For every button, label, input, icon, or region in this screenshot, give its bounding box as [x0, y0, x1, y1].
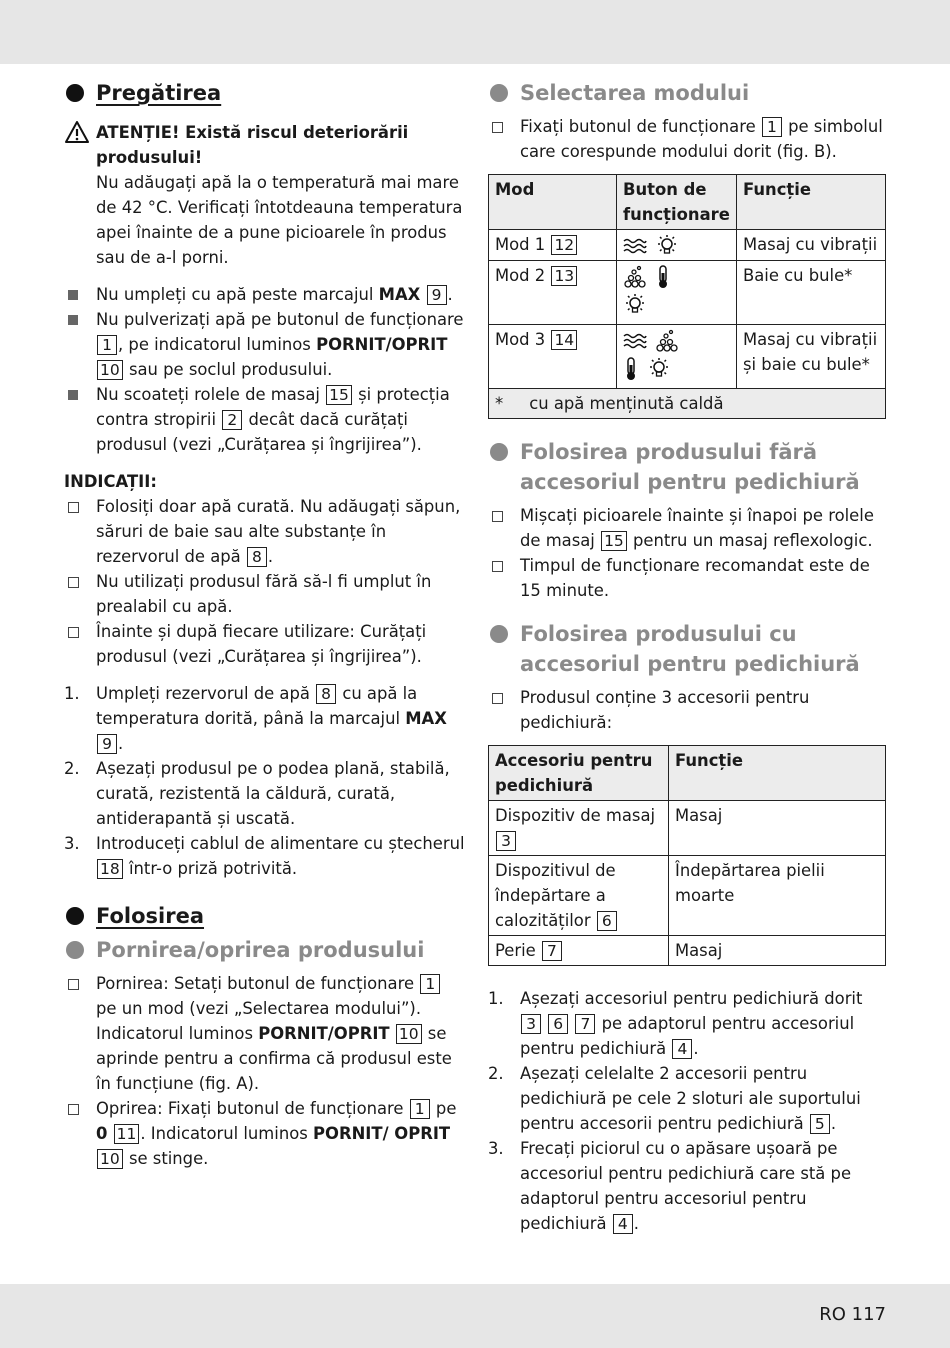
bubbles-icon	[655, 329, 679, 353]
vibration-icon	[623, 331, 647, 351]
checkbox-bullet-icon	[492, 511, 503, 522]
list-item: 3. Introduceți cablul de alimentare cu ștecherul 18 într-o priză potrivită.	[64, 834, 465, 878]
list-item: Nu scoateți rolele de masaj 15 și protecția contra stropirii 2 decât dacă curățați produsul (vezi „Curățarea și îngrijirea”).	[64, 382, 466, 457]
thermometer-icon	[623, 357, 639, 381]
list-item: 1. Așezați accesoriul pentru pedichiură dorit 3 6 7 pe adaptorul pentru accesoriul pentru pedichiură 4 .	[488, 989, 863, 1058]
page-number: RO 117	[819, 1304, 886, 1325]
part-ref: 18	[97, 859, 123, 879]
part-ref: 14	[551, 330, 577, 350]
checkbox-bullet-icon	[492, 693, 503, 704]
table-row: Dispozitivul de îndepărtare a calozităților 6 Îndepărtarea pielii moarte	[489, 856, 886, 936]
checkbox-bullet-icon	[68, 577, 79, 588]
part-ref: 1	[410, 1099, 430, 1119]
thermometer-icon	[655, 265, 671, 289]
list-item: Mișcați picioarele înainte și înapoi pe rolele de masaj 15 pentru un masaj reflexologic.	[488, 503, 888, 553]
bullet-dot-icon	[490, 625, 508, 643]
list-item: 2. Așezați produsul pe o podea plană, stabilă, curată, rezistentă la căldură, curată, antiderapantă și uscată.	[64, 759, 450, 828]
light-bulb-icon	[623, 293, 647, 317]
checkbox-bullet-icon	[68, 502, 79, 513]
part-ref: 11	[114, 1124, 140, 1144]
part-ref: 13	[551, 266, 577, 286]
part-ref: 3	[521, 1014, 541, 1034]
no-accessory-list	[488, 503, 888, 603]
part-ref: 9	[427, 285, 447, 305]
steps-list	[64, 681, 466, 881]
table-header: Funcție	[669, 746, 886, 801]
section-subtitle-onoff: Pornirea/oprirea produsului	[64, 935, 466, 965]
part-ref: 15	[326, 385, 352, 405]
checkbox-bullet-icon	[492, 122, 503, 133]
square-bullet-icon	[68, 315, 78, 325]
list-item: Nu umpleți cu apă peste marcajul MAX 9 .	[64, 282, 466, 307]
light-bulb-icon	[647, 357, 671, 381]
table-row: Mod 2 13 Baie cu bule*	[489, 261, 886, 325]
bullet-dot-icon	[490, 84, 508, 102]
section-title-use: Folosirea	[64, 901, 466, 931]
part-ref: 10	[97, 360, 123, 380]
part-ref: 4	[613, 1214, 633, 1234]
list-item: Oprirea: Fixați butonul de funcționare 1 pe 0 11 . Indicatorul luminos PORNIT/ OPRIT 10 se stinge.	[64, 1096, 466, 1171]
list-item: Fixați butonul de funcționare 1 pe simbolul care corespunde modului dorit (fig. B).	[488, 114, 888, 164]
list-item: Nu utilizați produsul fără să-l fi umplut în prealabil cu apă.	[64, 569, 466, 619]
section-title-without-accessory: Folosirea produsului fără accesoriul pentru pedichiură	[488, 437, 888, 497]
table-footnote-row: * cu apă menținută caldă	[489, 389, 886, 419]
bubbles-icon	[623, 265, 647, 289]
list-item: Pornirea: Setați butonul de funcționare 1 pe un mod (vezi „Selectarea modului”). Indicatorul luminos PORNIT/OPRIT 10 se aprinde pentru a confirma că produsul este în funcțiune (fig. A).	[64, 971, 466, 1096]
part-ref: 7	[575, 1014, 595, 1034]
table-header: Mod	[489, 175, 617, 230]
part-ref: 10	[97, 1149, 123, 1169]
table-header: Accesoriu pentru pedichiură	[489, 746, 669, 801]
bullet-dot-icon	[66, 907, 84, 925]
section-title-preparation: Pregătirea	[64, 78, 466, 108]
table-row: Mod 1 12 Masaj cu vibrații	[489, 230, 886, 261]
section-title-mode-selection: Selectarea modului	[488, 78, 888, 108]
part-ref: 3	[496, 831, 516, 851]
table-row: Dispozitiv de masaj 3 Masaj	[489, 801, 886, 856]
part-ref: 1	[762, 117, 782, 137]
list-item: 1. Umpleți rezervorul de apă 8 cu apă la temperatura dorită, până la marcajul MAX 9 .	[64, 684, 447, 753]
part-ref: 2	[222, 410, 242, 430]
accessory-table	[488, 745, 886, 966]
warning-text: Nu adăugați apă la o temperatură mai mare de 42 °C. Verificați întotdeauna temperatura apei înainte de a pune picioarele în produs sau de a-l porni.	[96, 173, 463, 267]
top-bar	[0, 0, 950, 64]
table-row: Perie 7 Masaj	[489, 936, 886, 966]
square-bullet-icon	[68, 390, 78, 400]
part-ref: 7	[542, 941, 562, 961]
list-item: 2. Așezați celelalte 2 accesorii pentru pedichiură pe cele 2 sloturi ale suportului pentru accesorii pentru pedichiură 5 .	[488, 1064, 861, 1133]
warning-title: ATENȚIE! Există riscul deteriorării produsului!	[96, 123, 409, 167]
square-bullet-icon	[68, 290, 78, 300]
part-ref: 15	[601, 531, 627, 551]
light-bulb-icon	[655, 234, 679, 258]
bullet-dot-icon	[490, 443, 508, 461]
part-ref: 6	[548, 1014, 568, 1034]
part-ref: 6	[597, 911, 617, 931]
list-item: Timpul de funcționare recomandat este de 15 minute.	[488, 553, 888, 603]
section-title-with-accessory: Folosirea produsului cu accesoriul pentru pedichiură	[488, 619, 888, 679]
list-item: Produsul conține 3 accesorii pentru pedichiură:	[488, 685, 888, 735]
part-ref: 4	[672, 1039, 692, 1059]
bullet-dot-icon	[66, 84, 84, 102]
part-ref: 12	[551, 235, 577, 255]
accessory-steps-list	[488, 986, 888, 1236]
checkbox-bullet-icon	[68, 1104, 79, 1115]
part-ref: 8	[247, 547, 267, 567]
part-ref: 10	[396, 1024, 422, 1044]
list-item: Folosiți doar apă curată. Nu adăugați săpun, săruri de baie sau alte substanțe în rezervorul de apă 8 .	[64, 494, 466, 569]
warning-triangle-icon	[64, 120, 90, 144]
mode-table	[488, 174, 886, 419]
list-item: Înainte și după fiecare utilizare: Curățați produsul (vezi „Curățarea și îngrijirea”).	[64, 619, 466, 669]
part-ref: 1	[97, 335, 117, 355]
bullet-dot-icon	[66, 941, 84, 959]
part-ref: 1	[420, 974, 440, 994]
checkbox-bullet-icon	[68, 979, 79, 990]
part-ref: 5	[810, 1114, 830, 1134]
vibration-icon	[623, 236, 647, 256]
onoff-list	[64, 971, 466, 1171]
bottom-bar	[0, 1284, 950, 1348]
checkbox-bullet-icon	[492, 561, 503, 572]
table-header: Buton de funcționare	[617, 175, 737, 230]
notes-list	[64, 494, 466, 669]
part-ref: 8	[316, 684, 336, 704]
checkbox-bullet-icon	[68, 627, 79, 638]
warning-block	[64, 120, 466, 170]
bullet-list	[64, 282, 466, 457]
table-row: Mod 3 14 Masaj cu vibrații și baie cu bule*	[489, 325, 886, 389]
notes-title: INDICAȚII:	[64, 472, 157, 491]
table-header: Funcție	[737, 175, 886, 230]
left-column	[64, 78, 466, 1171]
list-item: 3. Frecați piciorul cu o apăsare ușoară pe accesoriul pentru pedichiură care stă pe adaptorul pentru accesoriul pentru pedichiură 4 .	[488, 1139, 852, 1233]
right-column	[488, 78, 888, 1236]
part-ref: 9	[97, 734, 117, 754]
list-item: Nu pulverizați apă pe butonul de funcționare 1 , pe indicatorul luminos PORNIT/OPRIT 10 sau pe soclul produsului.	[64, 307, 466, 382]
